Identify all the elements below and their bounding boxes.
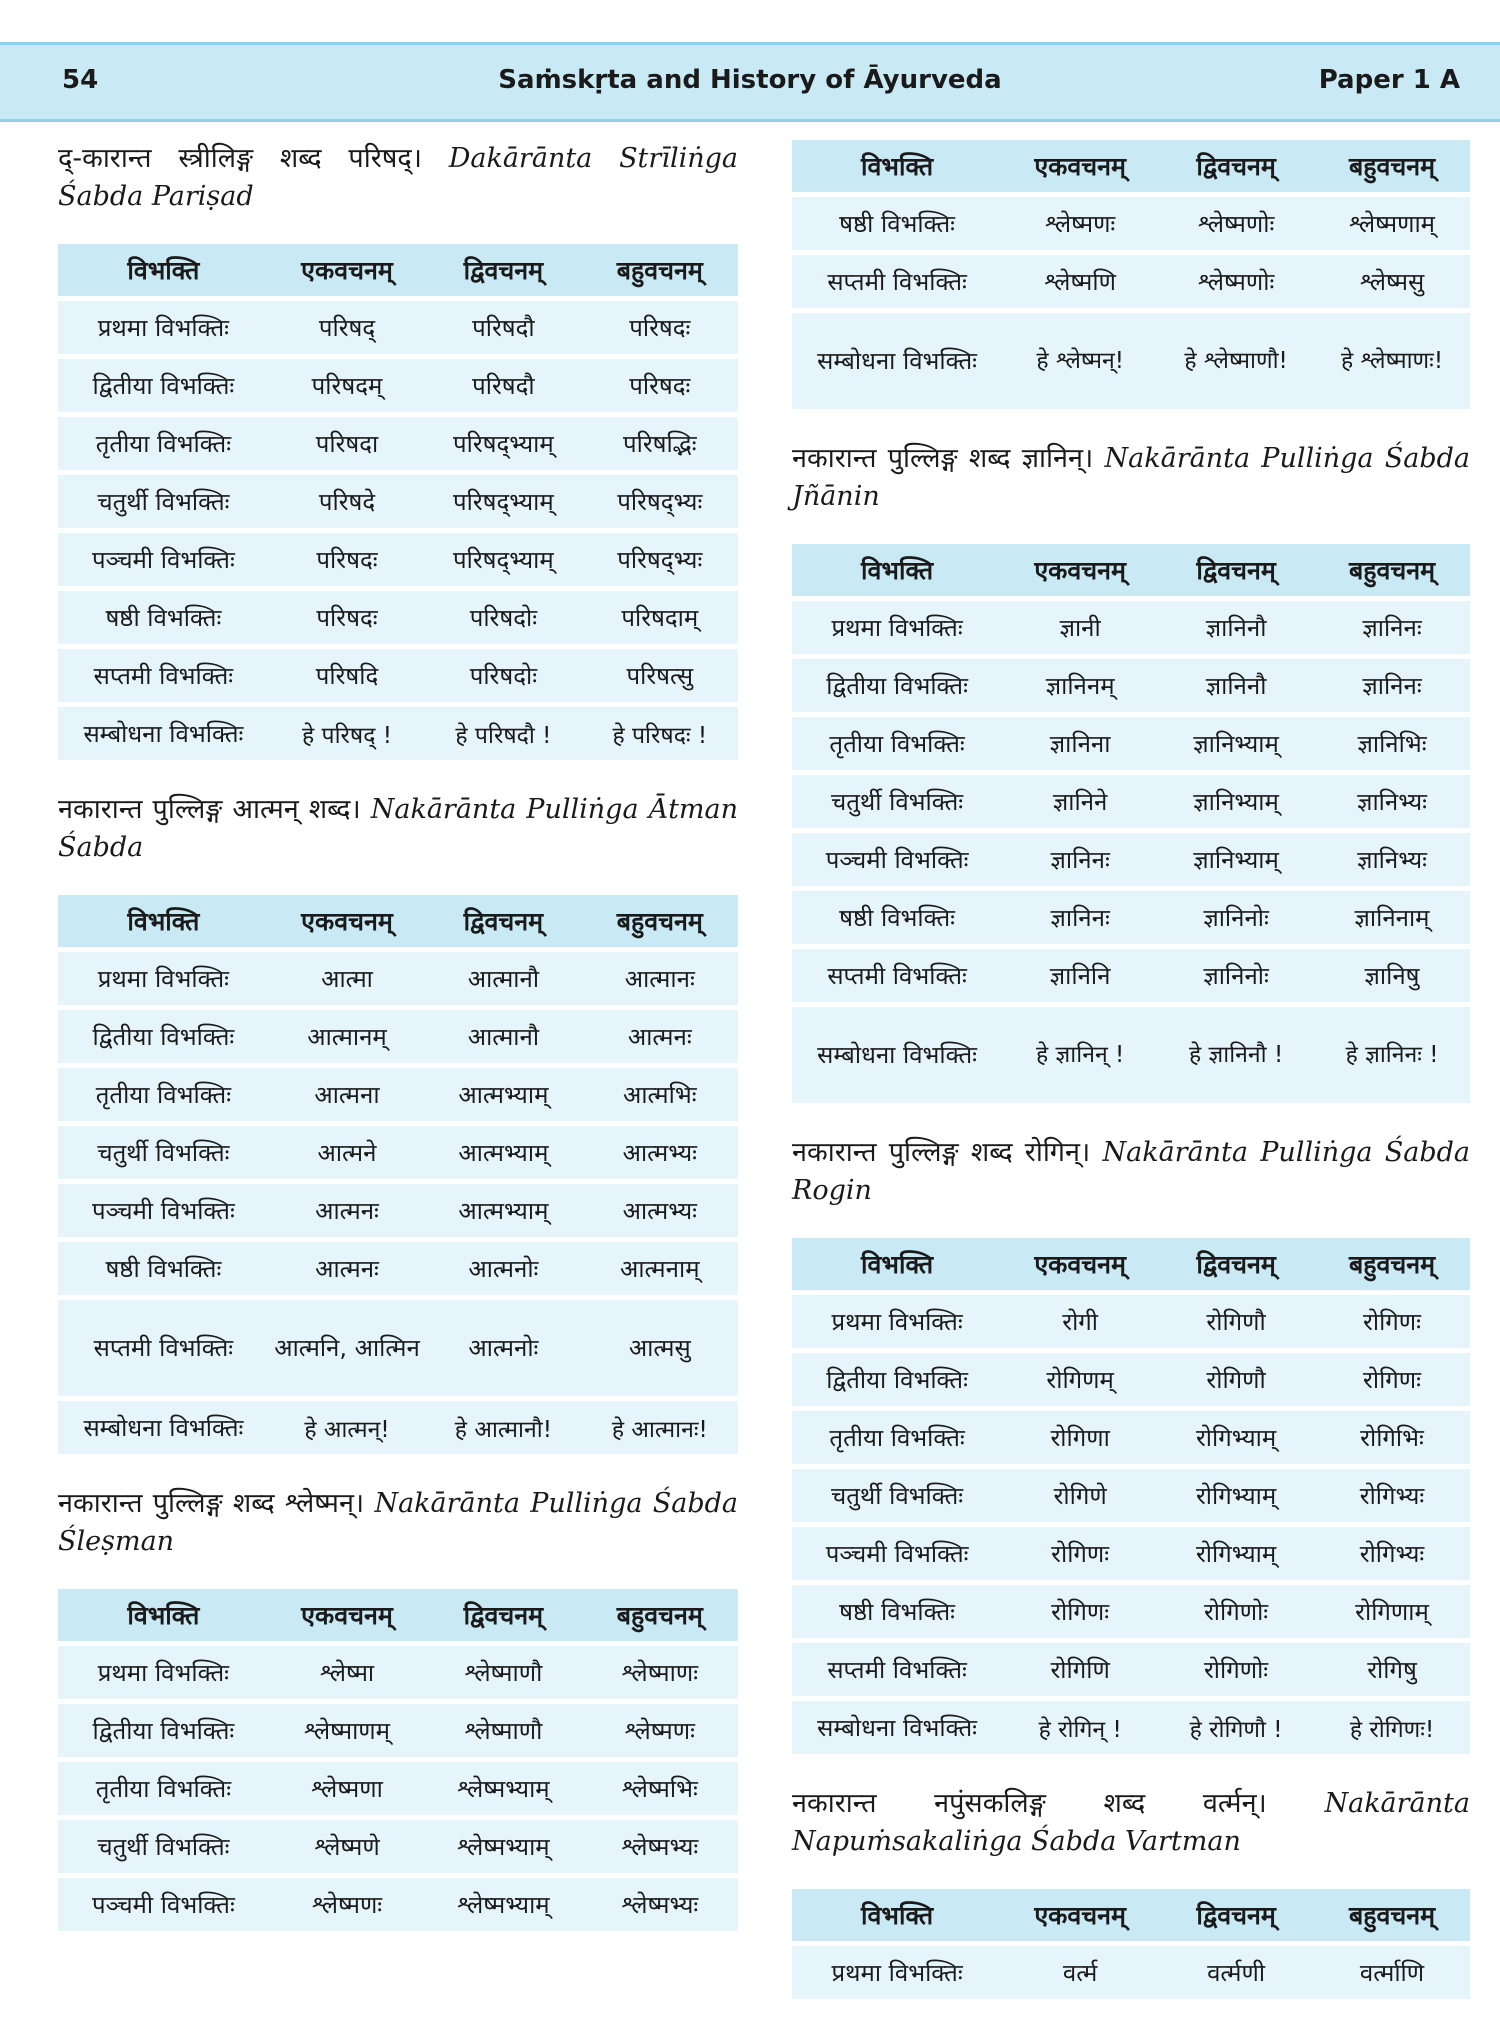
dual-cell: ज्ञानिनोः [1158,949,1314,1002]
case-cell: प्रथमा विभक्तिः [792,1295,1002,1348]
case-cell: प्रथमा विभक्तिः [58,301,269,354]
plural-cell: हे परिषदः ! [582,707,738,760]
table-row [58,301,738,354]
table-row [58,1068,738,1121]
singular-cell: श्लेष्मणः [269,1878,425,1931]
plural-cell: रोगिषु [1314,1643,1470,1696]
paper-label: Paper 1 A [1318,65,1460,95]
dual-cell: वर्त्मणी [1158,1946,1314,1999]
case-cell: सप्तमी विभक्तिः [792,255,1002,308]
plural-cell: ज्ञानिनाम् [1314,891,1470,944]
table-row [792,601,1470,654]
plural-cell: ज्ञानिनः [1314,601,1470,654]
dual-cell: आत्मभ्याम् [425,1126,581,1179]
col-header-plural: बहुवचनम् [582,895,738,947]
table-row [792,1946,1470,1999]
plural-cell: श्लेष्माणः [582,1646,738,1699]
plural-cell: परिषदः [582,359,738,412]
singular-cell: आत्मा [269,952,425,1005]
case-cell: सम्बोधना विभक्तिः [58,707,269,760]
table-row [792,197,1470,250]
case-cell: सप्तमी विभक्तिः [792,949,1002,1002]
case-cell: द्वितीया विभक्तिः [58,1010,269,1063]
col-header-case: विभक्ति [792,140,1002,192]
plural-cell: आत्मसु [582,1300,738,1396]
singular-cell: ज्ञानिनम् [1002,659,1158,712]
left-column [58,140,738,1962]
table-row [58,1401,738,1454]
dual-cell: हे रोगिणौ ! [1158,1701,1314,1754]
dual-cell: परिषद्भ्याम् [425,533,581,586]
singular-cell: हे श्लेष्मन्! [1002,313,1158,409]
col-header-case: विभक्ति [58,244,269,296]
singular-cell: आत्मनि, आत्मिन [269,1300,425,1396]
singular-cell: श्लेष्मा [269,1646,425,1699]
case-cell: पञ्चमी विभक्तिः [792,833,1002,886]
case-cell: षष्ठी विभक्तिः [792,891,1002,944]
case-cell: चतुर्थी विभक्तिः [58,1820,269,1873]
heading-devanagari: नकारान्त पुल्लिङ्ग शब्द श्लेष्मन्। [58,1488,365,1519]
plural-cell: आत्मभ्यः [582,1126,738,1179]
singular-cell: ज्ञानिने [1002,775,1158,828]
plural-cell: आत्मभिः [582,1068,738,1121]
table-row [58,1126,738,1179]
table-row [58,1704,738,1757]
dual-cell: आत्मभ्याम् [425,1068,581,1121]
singular-cell: आत्मनः [269,1242,425,1295]
heading-devanagari: द्-कारान्त स्त्रीलिङ्ग शब्द परिषद्। [58,143,422,174]
table-row [58,359,738,412]
dual-cell: श्लेष्मणोः [1158,255,1314,308]
heading-devanagari: नकारान्त पुल्लिङ्ग शब्द रोगिन्। [792,1137,1091,1168]
declension-table-jnanin [792,539,1470,1108]
table-row [792,833,1470,886]
table-row [792,1007,1470,1103]
table-row [792,1643,1470,1696]
plural-cell: श्लेष्मभिः [582,1762,738,1815]
table-header-row [58,895,738,947]
table-row [792,659,1470,712]
plural-cell: ज्ञानिभ्यः [1314,775,1470,828]
col-header-dual: द्विवचनम् [425,244,581,296]
table-row [792,775,1470,828]
plural-cell: ज्ञानिनः [1314,659,1470,712]
case-cell: चतुर्थी विभक्तिः [58,475,269,528]
plural-cell: रोगिणः [1314,1353,1470,1406]
plural-cell: ज्ञानिषु [1314,949,1470,1002]
heading-transliteration: Nakārānta Pulliṅga Śabda Jñānin [792,443,1470,512]
case-cell: प्रथमा विभक्तिः [792,1946,1002,1999]
plural-cell: हे श्लेष्माणः! [1314,313,1470,409]
singular-cell: रोगिणे [1002,1469,1158,1522]
table-row [58,1010,738,1063]
dual-cell: श्लेष्मणोः [1158,197,1314,250]
case-cell: तृतीया विभक्तिः [792,1411,1002,1464]
singular-cell: परिषद् [269,301,425,354]
plural-cell: श्लेष्मभ्यः [582,1878,738,1931]
col-header-dual: द्विवचनम् [1158,1238,1314,1290]
plural-cell: ज्ञानिभ्यः [1314,833,1470,886]
table-row [792,1585,1470,1638]
case-cell: प्रथमा विभक्तिः [58,952,269,1005]
case-cell: चतुर्थी विभक्तिः [58,1126,269,1179]
col-header-dual: द्विवचनम् [425,895,581,947]
col-header-dual: द्विवचनम् [1158,544,1314,596]
case-cell: चतुर्थी विभक्तिः [792,1469,1002,1522]
running-title: Saṁskṛta and History of Āyurveda [498,65,1002,95]
table-row [58,707,738,760]
singular-cell: परिषदे [269,475,425,528]
declension-table-parisad [58,239,738,765]
dual-cell: परिषद्भ्याम् [425,417,581,470]
col-header-case: विभक्ति [792,544,1002,596]
singular-cell: हे ज्ञानिन् ! [1002,1007,1158,1103]
table-row [58,952,738,1005]
table-row [58,1646,738,1699]
table-row [58,475,738,528]
declension-table-vartman [792,1884,1470,2004]
table-header-row [792,140,1470,192]
section-heading-jnanin [792,440,1470,516]
page-header [0,42,1500,122]
dual-cell: श्लेष्माणौ [425,1704,581,1757]
case-cell: द्वितीया विभक्तिः [792,659,1002,712]
dual-cell: रोगिणौ [1158,1353,1314,1406]
col-header-plural: बहुवचनम् [1314,1889,1470,1941]
col-header-dual: द्विवचनम् [425,1589,581,1641]
table-row [792,313,1470,409]
plural-cell: वर्त्माणि [1314,1946,1470,1999]
table-header-row [792,1238,1470,1290]
singular-cell: रोगिणः [1002,1585,1158,1638]
table-row [58,533,738,586]
dual-cell: परिषदोः [425,591,581,644]
page-number: 54 [62,65,99,95]
case-cell: षष्ठी विभक्तिः [792,197,1002,250]
dual-cell: आत्मानौ [425,952,581,1005]
case-cell: द्वितीया विभक्तिः [792,1353,1002,1406]
col-header-case: विभक्ति [792,1889,1002,1941]
plural-cell: परिषदः [582,301,738,354]
col-header-singular: एकवचनम् [269,244,425,296]
singular-cell: रोगी [1002,1295,1158,1348]
table-row [58,1242,738,1295]
plural-cell: आत्मानः [582,952,738,1005]
plural-cell: हे रोगिणः! [1314,1701,1470,1754]
table-row [792,949,1470,1002]
col-header-dual: द्विवचनम् [1158,140,1314,192]
case-cell: षष्ठी विभक्तिः [58,1242,269,1295]
section-heading-parisad [58,140,738,216]
dual-cell: आत्मभ्याम् [425,1184,581,1237]
dual-cell: परिषदौ [425,301,581,354]
dual-cell: श्लेष्माणौ [425,1646,581,1699]
col-header-singular: एकवचनम् [1002,1889,1158,1941]
heading-transliteration: Nakārānta Napuṁsakaliṅga Śabda Vartman [792,1788,1470,1857]
plural-cell: परिषद्भ्यः [582,533,738,586]
plural-cell: आत्मभ्यः [582,1184,738,1237]
table-header-row [792,544,1470,596]
singular-cell: श्लेष्मणे [269,1820,425,1873]
col-header-singular: एकवचनम् [1002,544,1158,596]
heading-devanagari: नकारान्त पुल्लिङ्ग शब्द ज्ञानिन्। [792,443,1094,474]
table-row [792,1701,1470,1754]
col-header-singular: एकवचनम् [269,1589,425,1641]
singular-cell: परिषदा [269,417,425,470]
case-cell: पञ्चमी विभक्तिः [58,533,269,586]
plural-cell: श्लेष्मणः [582,1704,738,1757]
singular-cell: ज्ञानी [1002,601,1158,654]
dual-cell: रोगिभ्याम् [1158,1527,1314,1580]
table-header-row [58,1589,738,1641]
singular-cell: रोगिणा [1002,1411,1158,1464]
heading-transliteration: Dakārānta Strīliṅga Śabda Pariṣad [58,143,738,212]
table-row [58,649,738,702]
table-row [792,891,1470,944]
plural-cell: रोगिभिः [1314,1411,1470,1464]
declension-table-atman [58,890,738,1459]
case-cell: षष्ठी विभक्तिः [58,591,269,644]
singular-cell: हे रोगिन् ! [1002,1701,1158,1754]
plural-cell: रोगिणः [1314,1295,1470,1348]
plural-cell: श्लेष्मणाम् [1314,197,1470,250]
section-heading-vartman [792,1785,1470,1861]
dual-cell: हे ज्ञानिनौ ! [1158,1007,1314,1103]
dual-cell: परिषदौ [425,359,581,412]
heading-transliteration: Nakārānta Pulliṅga Śabda Rogin [792,1137,1470,1206]
plural-cell: हे आत्मानः! [582,1401,738,1454]
singular-cell: परिषदम् [269,359,425,412]
heading-devanagari: नकारान्त पुल्लिङ्ग आत्मन् शब्द। [58,794,361,825]
case-cell: पञ्चमी विभक्तिः [792,1527,1002,1580]
plural-cell: रोगिभ्यः [1314,1527,1470,1580]
dual-cell: ज्ञानिभ्याम् [1158,775,1314,828]
dual-cell: आत्मानौ [425,1010,581,1063]
plural-cell: श्लेष्मसु [1314,255,1470,308]
singular-cell: परिषदः [269,591,425,644]
dual-cell: श्लेष्मभ्याम् [425,1878,581,1931]
table-row [792,1469,1470,1522]
case-cell: द्वितीया विभक्तिः [58,1704,269,1757]
dual-cell: आत्मनोः [425,1242,581,1295]
table-row [792,255,1470,308]
heading-transliteration: Nakārānta Pulliṅga Śabda Śleṣman [58,1488,738,1557]
table-row [58,417,738,470]
singular-cell: ज्ञानिनः [1002,891,1158,944]
declension-table-sleshman [58,1584,738,1936]
plural-cell: रोगिभ्यः [1314,1469,1470,1522]
section-heading-sleshman [58,1485,738,1561]
singular-cell: वर्त्म [1002,1946,1158,1999]
case-cell: प्रथमा विभक्तिः [792,601,1002,654]
plural-cell: रोगिणाम् [1314,1585,1470,1638]
col-header-case: विभक्ति [58,1589,269,1641]
singular-cell: ज्ञानिना [1002,717,1158,770]
dual-cell: हे परिषदौ ! [425,707,581,760]
case-cell: सम्बोधना विभक्तिः [792,313,1002,409]
singular-cell: रोगिणम् [1002,1353,1158,1406]
singular-cell: परिषदि [269,649,425,702]
col-header-case: विभक्ति [792,1238,1002,1290]
heading-transliteration: Nakārānta Pulliṅga Ātman Śabda [58,794,739,863]
section-heading-atman [58,791,738,867]
case-cell: षष्ठी विभक्तिः [792,1585,1002,1638]
case-cell: पञ्चमी विभक्तिः [58,1878,269,1931]
case-cell: सम्बोधना विभक्तिः [792,1007,1002,1103]
dual-cell: हे आत्मानौ! [425,1401,581,1454]
dual-cell: परिषद्भ्याम् [425,475,581,528]
table-header-row [58,244,738,296]
singular-cell: ज्ञानिनः [1002,833,1158,886]
singular-cell: हे आत्मन्! [269,1401,425,1454]
singular-cell: हे परिषद् ! [269,707,425,760]
case-cell: सप्तमी विभक्तिः [58,1300,269,1396]
table-row [792,717,1470,770]
table-row [792,1295,1470,1348]
table-row [58,1878,738,1931]
dual-cell: रोगिणोः [1158,1585,1314,1638]
table-header-row [792,1889,1470,1941]
table-row [58,1300,738,1396]
singular-cell: आत्मना [269,1068,425,1121]
col-header-plural: बहुवचनम् [582,1589,738,1641]
col-header-singular: एकवचनम् [269,895,425,947]
case-cell: तृतीया विभक्तिः [58,1068,269,1121]
case-cell: तृतीया विभक्तिः [58,1762,269,1815]
col-header-plural: बहुवचनम् [582,244,738,296]
case-cell: तृतीया विभक्तिः [792,717,1002,770]
singular-cell: श्लेष्माणम् [269,1704,425,1757]
singular-cell: आत्मानम् [269,1010,425,1063]
col-header-plural: बहुवचनम् [1314,140,1470,192]
case-cell: सम्बोधना विभक्तिः [792,1701,1002,1754]
dual-cell: ज्ञानिनोः [1158,891,1314,944]
col-header-dual: द्विवचनम् [1158,1889,1314,1941]
col-header-plural: बहुवचनम् [1314,1238,1470,1290]
section-heading-rogin [792,1134,1470,1210]
declension-table-rogin [792,1233,1470,1759]
right-column [792,140,1470,2030]
dual-cell: श्लेष्मभ्याम् [425,1820,581,1873]
case-cell: सप्तमी विभक्तिः [792,1643,1002,1696]
singular-cell: रोगिणः [1002,1527,1158,1580]
dual-cell: हे श्लेष्माणौ! [1158,313,1314,409]
plural-cell: हे ज्ञानिनः ! [1314,1007,1470,1103]
dual-cell: रोगिभ्याम् [1158,1411,1314,1464]
dual-cell: ज्ञानिभ्याम् [1158,717,1314,770]
case-cell: प्रथमा विभक्तिः [58,1646,269,1699]
dual-cell: परिषदोः [425,649,581,702]
case-cell: द्वितीया विभक्तिः [58,359,269,412]
table-row [792,1353,1470,1406]
dual-cell: ज्ञानिभ्याम् [1158,833,1314,886]
plural-cell: परिषदाम् [582,591,738,644]
singular-cell: आत्मने [269,1126,425,1179]
plural-cell: परिषद्भ्यः [582,475,738,528]
table-row [58,1184,738,1237]
plural-cell: आत्मनाम् [582,1242,738,1295]
singular-cell: श्लेष्मणः [1002,197,1158,250]
heading-devanagari: नकारान्त नपुंसकलिङ्ग शब्द वर्त्मन्। [792,1788,1267,1819]
dual-cell: रोगिभ्याम् [1158,1469,1314,1522]
table-row [58,591,738,644]
case-cell: सप्तमी विभक्तिः [58,649,269,702]
dual-cell: रोगिणोः [1158,1643,1314,1696]
table-row [58,1820,738,1873]
plural-cell: परिषत्सु [582,649,738,702]
dual-cell: रोगिणौ [1158,1295,1314,1348]
table-row [792,1411,1470,1464]
singular-cell: ज्ञानिनि [1002,949,1158,1002]
singular-cell: परिषदः [269,533,425,586]
plural-cell: ज्ञानिभिः [1314,717,1470,770]
singular-cell: आत्मनः [269,1184,425,1237]
case-cell: पञ्चमी विभक्तिः [58,1184,269,1237]
col-header-plural: बहुवचनम् [1314,544,1470,596]
col-header-case: विभक्ति [58,895,269,947]
singular-cell: श्लेष्मणि [1002,255,1158,308]
table-row [792,1527,1470,1580]
case-cell: चतुर्थी विभक्तिः [792,775,1002,828]
singular-cell: श्लेष्मणा [269,1762,425,1815]
plural-cell: श्लेष्मभ्यः [582,1820,738,1873]
col-header-singular: एकवचनम् [1002,140,1158,192]
col-header-singular: एकवचनम् [1002,1238,1158,1290]
declension-table-sleshman-continued [792,135,1470,414]
dual-cell: ज्ञानिनौ [1158,601,1314,654]
table-row [58,1762,738,1815]
dual-cell: ज्ञानिनौ [1158,659,1314,712]
plural-cell: परिषद्भिः [582,417,738,470]
singular-cell: रोगिणि [1002,1643,1158,1696]
plural-cell: आत्मनः [582,1010,738,1063]
case-cell: सम्बोधना विभक्तिः [58,1401,269,1454]
dual-cell: आत्मनोः [425,1300,581,1396]
dual-cell: श्लेष्मभ्याम् [425,1762,581,1815]
case-cell: तृतीया विभक्तिः [58,417,269,470]
